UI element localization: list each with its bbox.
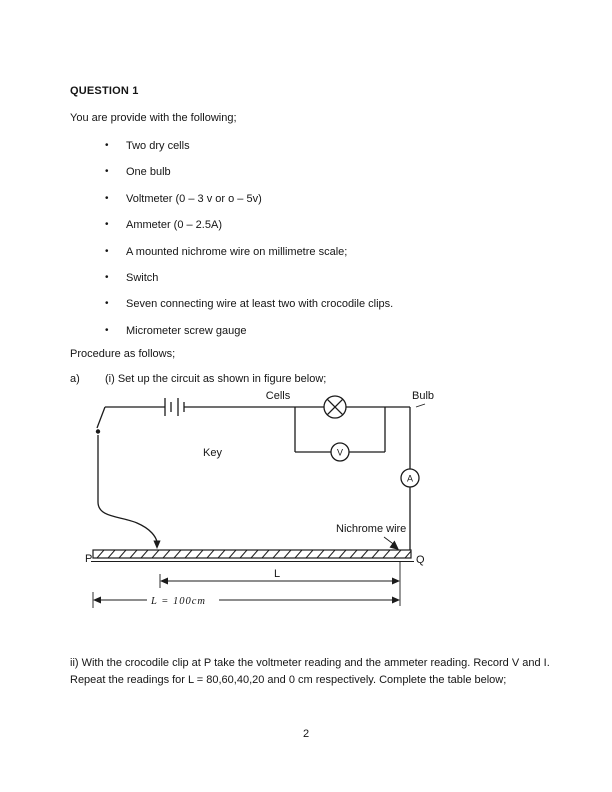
bulb-label: Bulb (411, 390, 435, 402)
stray-mark (416, 404, 425, 407)
point-q-label: Q (416, 554, 425, 566)
bullet-icon: • (105, 324, 109, 336)
equipment-item-label: Seven connecting wire at least two with crocodile clips. (126, 298, 394, 311)
bullet-icon: • (105, 298, 109, 310)
bullet-icon: • (105, 219, 109, 231)
bullet-icon: • (105, 271, 109, 283)
nichrome-pointer-arrow (384, 537, 399, 550)
instructions (70, 655, 550, 689)
equipment-item-label: Two dry cells (126, 140, 190, 152)
circuit-diagram-svg (85, 390, 455, 630)
step-a-label: a) (70, 373, 80, 385)
bullet-icon: • (105, 166, 109, 178)
ammeter-symbol (401, 469, 419, 487)
voltmeter-letter: V (336, 447, 344, 458)
equipment-item (105, 219, 393, 245)
page-number: 2 (302, 728, 310, 740)
circuit-diagram (85, 390, 455, 630)
bullet-icon: • (105, 192, 109, 204)
total-length-label: L = 100cm (151, 596, 206, 607)
equipment-item (105, 298, 393, 324)
step-a-text: (i) Set up the circuit as shown in figure below; (105, 373, 327, 385)
cells-symbol (165, 398, 184, 416)
voltmeter-symbol (295, 407, 385, 461)
switch-symbol (96, 407, 105, 434)
equipment-item-label: Ammeter (0 – 2.5A) (126, 219, 222, 232)
bulb-symbol (324, 396, 346, 418)
instruction-line-2: Repeat the readings for L = 80,60,40,20 and 0 cm respectively. Complete the table below; (70, 674, 507, 686)
equipment-item-label: A mounted nichrome wire on millimetre scale; (126, 245, 348, 258)
equipment-list (105, 140, 393, 351)
bullet-icon: • (105, 245, 109, 257)
dimension-L-label: L (273, 568, 281, 580)
step-a (70, 373, 326, 385)
equipment-item-label: Switch (126, 271, 159, 284)
equipment-item (105, 272, 393, 298)
equipment-item (105, 193, 393, 219)
procedure-text: Procedure as follows; (70, 348, 176, 360)
nichrome-label: Nichrome wire (336, 523, 407, 535)
intro-text: You are provide with the following; (70, 112, 237, 124)
point-p-label: P (85, 553, 93, 565)
equipment-item (105, 140, 393, 166)
question-title: QUESTION 1 (70, 85, 139, 97)
equipment-item (105, 166, 393, 192)
instruction-line-1: ii) With the crocodile clip at P take the voltmeter reading and the ammeter reading. Record V and I. (70, 657, 550, 669)
dimension-total-length (93, 592, 400, 608)
ammeter-letter: A (406, 473, 414, 484)
nichrome-wire-band (91, 550, 414, 562)
equipment-item-label: One bulb (126, 166, 171, 179)
key-label: Key (203, 447, 222, 459)
equipment-item-label: Micrometer screw gauge (126, 324, 247, 337)
equipment-item (105, 246, 393, 272)
cells-label: Cells (265, 390, 291, 402)
equipment-item-label: Voltmeter (0 – 3 v or o – 5v) (126, 192, 262, 205)
crocodile-clip-arrow (153, 541, 160, 550)
bullet-icon: • (105, 140, 109, 151)
